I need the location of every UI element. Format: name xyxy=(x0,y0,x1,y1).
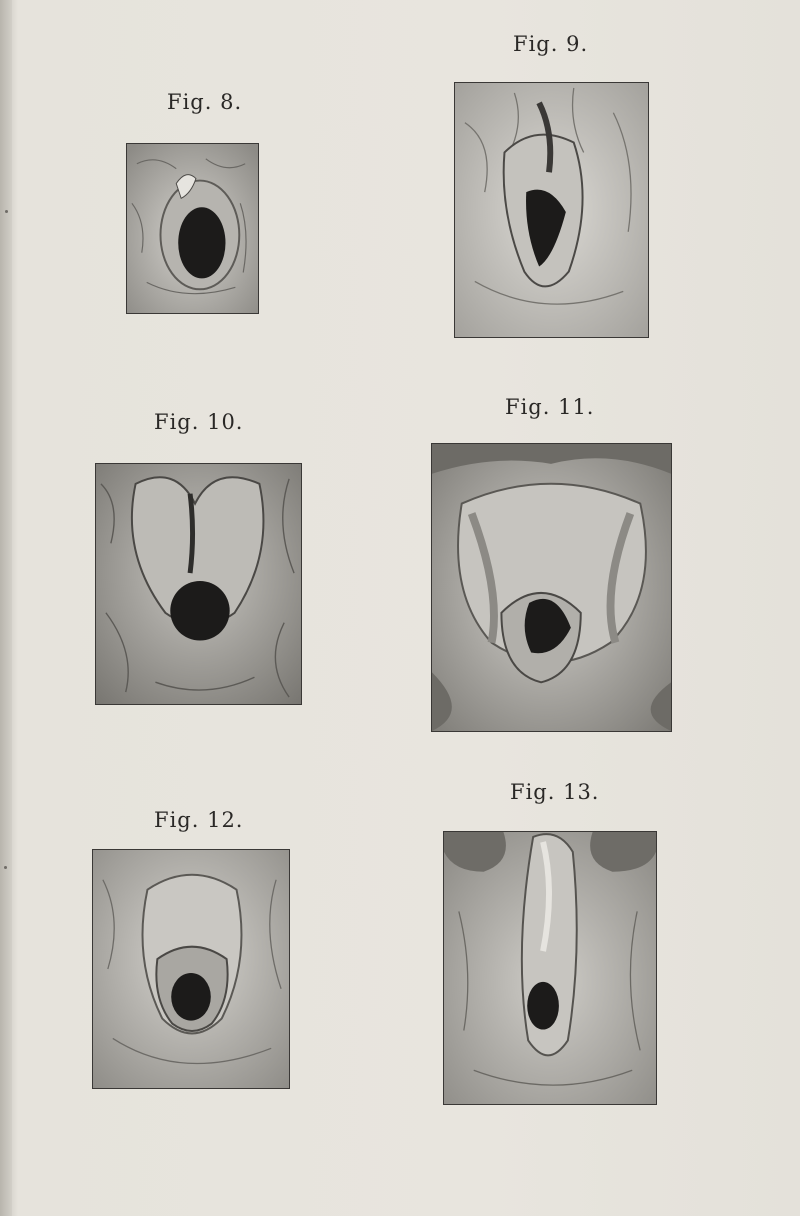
figure-caption-10: Fig. 10. xyxy=(154,410,244,434)
figure-illustration-11 xyxy=(432,444,671,731)
figure-illustration-8 xyxy=(127,144,258,313)
figure-illustration-10 xyxy=(96,464,301,704)
figure-plate-10 xyxy=(95,463,302,705)
figure-caption-11: Fig. 11. xyxy=(505,395,595,419)
figure-illustration-13 xyxy=(444,832,656,1104)
figure-plate-9 xyxy=(454,82,649,338)
figure-plate-13 xyxy=(443,831,657,1105)
figure-illustration-9 xyxy=(455,83,648,337)
figure-plate-12 xyxy=(92,849,290,1089)
figure-plate-8 xyxy=(126,143,259,314)
figure-caption-9: Fig. 9. xyxy=(513,32,589,56)
figure-illustration-12 xyxy=(93,850,289,1088)
figure-plate-11 xyxy=(431,443,672,732)
figure-caption-8: Fig. 8. xyxy=(167,90,243,114)
figure-caption-12: Fig. 12. xyxy=(154,808,244,832)
figure-caption-13: Fig. 13. xyxy=(510,780,600,804)
page-binding-edge xyxy=(0,0,12,1216)
paper-speck xyxy=(5,210,8,213)
paper-speck xyxy=(4,866,7,869)
